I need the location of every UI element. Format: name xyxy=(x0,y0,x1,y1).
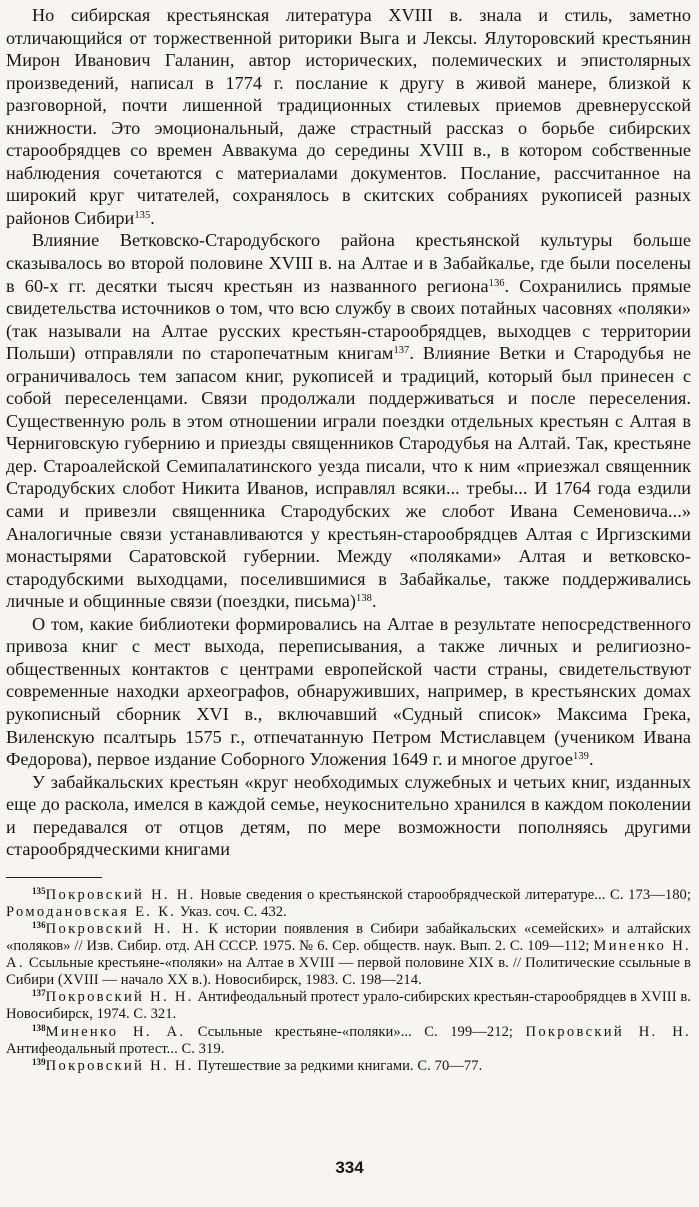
footnote-text: К истории появления в Сибири забайкальских «семейских» и алтайских «поляков» // Изв. Сибир. отд. АН СССР. 1975. № 6. Сер. обществ. наук. Вып. 2. С. 109—112; xyxy=(6,920,691,955)
paragraph-2-text-a: Влияние Ветковско-Стародубского района крестьянской культуры больше сказывалось во второй половине XVIII в. на Алтае и в Забайкалье, где были поселены в 60-х гг. десятки тысяч крестьян из названного региона xyxy=(6,230,691,296)
footnote-text: Новые сведения о крестьянской старообрядческой литературе... С. 173—180; xyxy=(195,886,691,903)
paragraph-3-end: . xyxy=(588,749,594,770)
footnote-ref-136: 136 xyxy=(488,277,505,289)
footnote-author: Миненко Н. А. xyxy=(6,938,691,972)
footnote-text: Ссыльные крестьяне-«поляки»... С. 199—212; xyxy=(185,1023,526,1040)
footnote-number: 137 xyxy=(32,988,46,999)
footnote xyxy=(6,989,691,1023)
footnote-text: Антифеодальный протест урало-сибирских крестьян-старообрядцев в XVIII в. Новосибирск, 1974. С. 321. xyxy=(6,989,691,1023)
footnote xyxy=(6,921,691,989)
footnote-author: Миненко Н. А. xyxy=(45,1023,186,1040)
paragraph-2 xyxy=(6,229,691,612)
paragraph-1-end: . xyxy=(150,207,155,228)
paragraph-1 xyxy=(6,4,691,229)
footnote-text: Антифеодальный протест... С. 319. xyxy=(6,1040,225,1057)
footnote xyxy=(6,887,691,921)
paragraph-3-text: О том, какие библиотеки формировались на Алтае в результате непосредственного привоза книг с мест выхода, переписывания, а также личных и религиозно-общественных контактов с центрами европейской части страны, свидетельствуют современные находки археографов, обнаруживших, например, в крестьянских домах рукописный сборник XVI в., включавший «Судный список» Максима Грека, Виленскую псалтырь 1575 г., отпечатанную Петром Мстиславцем (учеником Ивана Федорова), первое издание Соборного Уложения 1649 г. и многое другое xyxy=(6,613,691,770)
footnote-author: Покровский Н. Н. xyxy=(45,920,201,937)
footnote-number: 136 xyxy=(32,919,46,930)
footnote-author: Покровский Н. Н. xyxy=(45,886,196,903)
footnote-author: Покровский Н. Н. xyxy=(525,1023,691,1040)
footnote-text: Ссыльные крестьяне-«поляки» на Алтае в XVIII — первой половине XIX в. // Политические ссыльные в Сибири (XVIII — начало XX в.). Новосибирск, 1983. С. 198—214. xyxy=(6,955,691,989)
footnote-text: Путешествие за редкими книгами. С. 70—77. xyxy=(193,1057,483,1074)
footnotes xyxy=(6,887,691,1075)
paragraph-2-text-c: . Влияние Ветки и Стародубья не ограничивалось тем запасом книг, рукописей и традиций, который был принесен с собой переселенцами. Связи продолжали поддерживаться и после переселения. Существенную роль в этом отношении играли поездки отдельных крестьян с Алтая в Черниговскую губернию и приезды священников Стародубья на Алтай. Так, крестьяне дер. Староалейской Семипалатинского уезда писали, что к ним «приезжал священник Стародубских слобот Никита Иванов, исправлял всяки... требы... И 1764 года ездили сами и привезли священника Стародубских же слобот Ивана Семеновича...» Аналогичные связи устанавливаются у крестьян-старообрядцев Алтая с Иргизскими монастырями Саратовской губернии. Между «поляками» Алтая и ветковско-стародубскими выходцами, поселившимися в Забайкалье, также поддерживались личные и общинные связи (поездки, письма) xyxy=(6,343,691,612)
paragraph-4 xyxy=(6,771,691,861)
footnote-ref-139: 139 xyxy=(573,751,589,763)
paragraph-4-text: У забайкальских крестьян «круг необходимых служебных и четьих книг, изданных еще до раскола, имелся в каждой семье, неукоснительно хранился в каждом поколении и передавался от отцов детям, по мере возможности пополняясь другими старообрядческими книгами xyxy=(6,771,691,860)
page-number: 334 xyxy=(335,1158,364,1177)
footnote-ref-138: 138 xyxy=(356,593,372,605)
main-text xyxy=(6,4,691,861)
footnote xyxy=(6,1058,691,1075)
paragraph-1-text: Но сибирская крестьянская литература XVIII в. знала и стиль, заметно отличающийся от торжественной риторики Выга и Лексы. Ялуторовский крестьянин Мирон Иванович Галанин, автор исторических, полемических и эпистолярных произведений, написал в 1774 г. послание к другу в живой манере, близкой к разговорной, почти лишенной традиционных стилевых приемов древнерусской книжности. Это эмоциональный, даже страстный рассказ о борьбе сибирских старообрядцев со времен Аввакума до середины XVIII в., в котором собственные наблюдения сочетаются с материалами документов. Послание, рассчитанное на широкий круг читателей, сохранялось в скитских собраниях рукописей разных районов Сибири xyxy=(6,5,691,228)
footnote-number: 135 xyxy=(32,885,46,896)
footnote xyxy=(6,1024,691,1058)
paragraph-3 xyxy=(6,613,691,771)
footnote-ref-137: 137 xyxy=(393,345,410,357)
footnote-separator xyxy=(6,877,102,878)
footnote-author: Покровский Н. Н. xyxy=(45,989,194,1006)
paragraph-2-end: . xyxy=(371,591,377,612)
footnote-text: Указ. соч. С. 432. xyxy=(176,903,287,920)
paragraph-2-text-b: . Сохранились прямые свидетельства источников о том, что всю службу в своих потайных часовнях «поляки» (так называли на Алтае русских крестьян-старообрядцев, выходцев с территории Польши) отправляли по старопечатным книгам xyxy=(6,275,691,364)
footnote-number: 139 xyxy=(32,1056,46,1067)
footnote-author: Ромодановская Е. К. xyxy=(6,903,177,920)
footnote-author: Покровский Н. Н. xyxy=(45,1057,194,1074)
footnote-number: 138 xyxy=(32,1022,46,1033)
footnote-ref-135: 135 xyxy=(134,209,151,221)
